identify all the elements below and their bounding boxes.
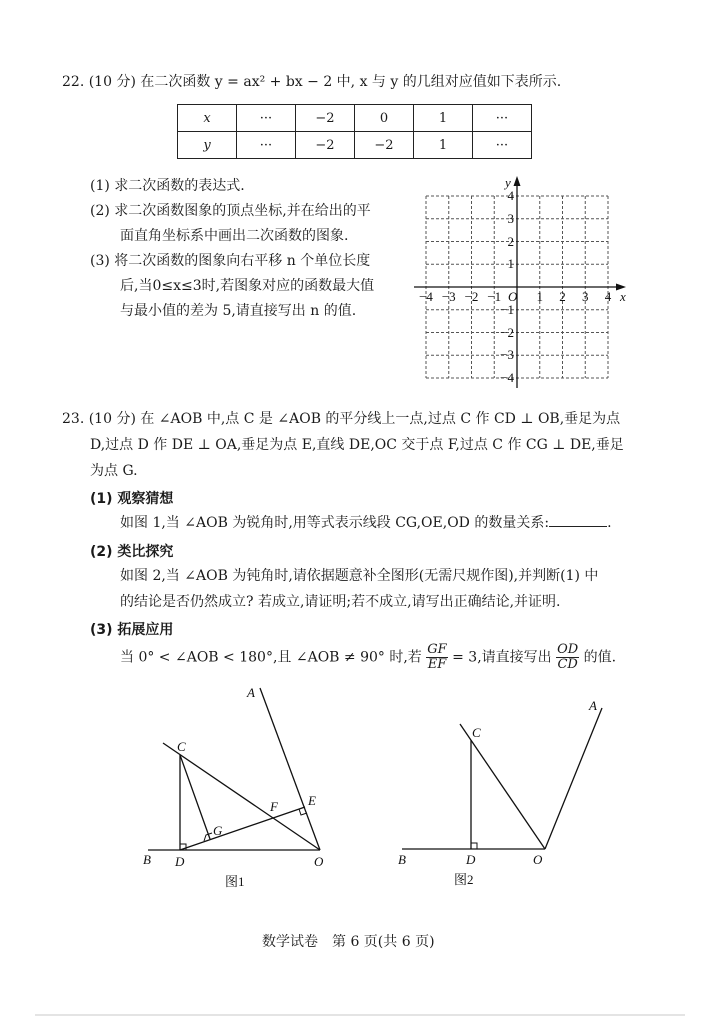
fraction-gf-ef	[426, 643, 447, 672]
svg-text:图2: 图2	[454, 872, 474, 887]
svg-text:−2: −2	[500, 325, 514, 340]
svg-text:O: O	[508, 289, 518, 304]
q23-part2-line2: 的结论是否仍然成立? 若成立,请证明;若不成立,请写出正确结论,并证明.	[120, 594, 561, 610]
svg-text:A: A	[247, 685, 255, 700]
svg-text:E: E	[308, 793, 316, 808]
svg-text:O: O	[533, 852, 543, 867]
figure-2	[402, 708, 602, 849]
q23-part1-title: (1) 观察猜想	[90, 491, 174, 507]
svg-text:1: 1	[507, 256, 514, 271]
svg-text:F: F	[270, 799, 278, 814]
q22-part3-line1: (3) 将二次函数的图象向右平移 n 个单位长度	[90, 253, 371, 269]
table-cell: 1	[414, 105, 473, 132]
q23-part1-question: 如图 1,当 ∠AOB 为锐角时,用等式表示线段 CG,OE,OD 的数量关系:	[120, 515, 550, 531]
svg-text:1: 1	[536, 289, 543, 304]
q23-part3-text-c: 的值.	[583, 649, 617, 666]
period: .	[607, 515, 612, 531]
svg-text:D: D	[466, 852, 476, 867]
svg-text:C: C	[177, 739, 186, 754]
answer-blank	[549, 514, 607, 527]
geometry-figures	[0, 680, 720, 900]
q23-part2-title: (2) 类比探究	[90, 544, 174, 560]
svg-text:C: C	[472, 725, 481, 740]
table-cell: ···	[473, 132, 532, 159]
svg-text:−1: −1	[500, 302, 514, 317]
q23-part3-text-b: = 3,请直接写出	[452, 649, 552, 666]
q23-part3-text-a: 当 0° < ∠AOB < 180°,且 ∠AOB ≠ 90° 时,若	[120, 649, 422, 666]
svg-text:D: D	[175, 854, 185, 869]
svg-text:−3: −3	[441, 289, 456, 304]
page-footer: 数学试卷 第 6 页(共 6 页)	[262, 934, 435, 950]
frac-numerator: OD	[557, 642, 579, 657]
figure-1	[148, 688, 320, 850]
frac-numerator: GF	[427, 642, 447, 657]
table-cell: 1	[414, 132, 473, 159]
q22-part2-line1: (2) 求二次函数图象的顶点坐标,并在给出的平	[90, 203, 371, 219]
svg-text:A: A	[589, 698, 597, 713]
q23-header-line1: 23. (10 分) 在 ∠AOB 中,点 C 是 ∠AOB 的平分线上一点,过点 C 作 CD ⊥ OB,垂足为点	[62, 411, 621, 427]
table-cell: −2	[296, 132, 355, 159]
frac-denominator: EF	[427, 657, 447, 672]
svg-text:图1: 图1	[225, 874, 245, 889]
svg-text:x: x	[620, 289, 626, 304]
svg-text:4: 4	[604, 289, 612, 304]
q23-header-line2: D,过点 D 作 DE ⊥ OA,垂足为点 E,直线 DE,OC 交于点 F,过点 C 作 CG ⊥ DE,垂足	[90, 437, 624, 453]
q22-part1: (1) 求二次函数的表达式.	[90, 178, 245, 194]
q23-part3-title: (3) 拓展应用	[90, 622, 174, 638]
frac-denominator: CD	[557, 657, 578, 672]
svg-text:3: 3	[507, 211, 514, 226]
svg-text:2: 2	[559, 289, 566, 304]
svg-text:−4: −4	[500, 370, 514, 385]
svg-text:−3: −3	[500, 347, 514, 362]
svg-text:2: 2	[507, 234, 514, 249]
svg-text:y: y	[505, 175, 511, 190]
table-cell: −2	[355, 132, 414, 159]
svg-text:−1: −1	[487, 289, 502, 304]
svg-text:O: O	[314, 854, 324, 869]
bottom-divider	[35, 1014, 685, 1016]
table-cell: ···	[473, 105, 532, 132]
q23-part1-text	[120, 514, 612, 532]
table-cell: y	[178, 132, 237, 159]
svg-text:4: 4	[507, 188, 514, 203]
q22-part3-line3: 与最小值的差为 5,请直接写出 n 的值.	[120, 303, 357, 319]
q23-part3-text	[120, 643, 616, 672]
y-axis-arrow-icon	[514, 176, 521, 186]
table-cell: −2	[296, 105, 355, 132]
svg-text:−4: −4	[419, 289, 433, 304]
svg-text:B: B	[398, 852, 406, 867]
table-cell: x	[178, 105, 237, 132]
coordinate-grid	[0, 0, 720, 400]
q23-part2-line1: 如图 2,当 ∠AOB 为钝角时,请依据题意补全图形(无需尺规作图),并判断(1) 中	[120, 568, 599, 584]
svg-text:3: 3	[582, 289, 589, 304]
q23-header-line3: 为点 G.	[90, 463, 138, 479]
table-cell: ···	[237, 132, 296, 159]
svg-text:G: G	[213, 823, 223, 838]
q22-header: 22. (10 分) 在二次函数 y = ax² + bx − 2 中, x 与 y 的几组对应值如下表所示.	[62, 74, 562, 90]
svg-text:B: B	[143, 852, 151, 867]
svg-text:−2: −2	[464, 289, 479, 304]
fraction-od-cd	[556, 643, 579, 672]
table-cell: ···	[237, 105, 296, 132]
q22-part2-line2: 面直角坐标系中画出二次函数的图象.	[120, 228, 349, 244]
q22-part3-line2: 后,当0≤x≤3时,若图象对应的函数最大值	[120, 278, 375, 294]
table-cell: 0	[355, 105, 414, 132]
